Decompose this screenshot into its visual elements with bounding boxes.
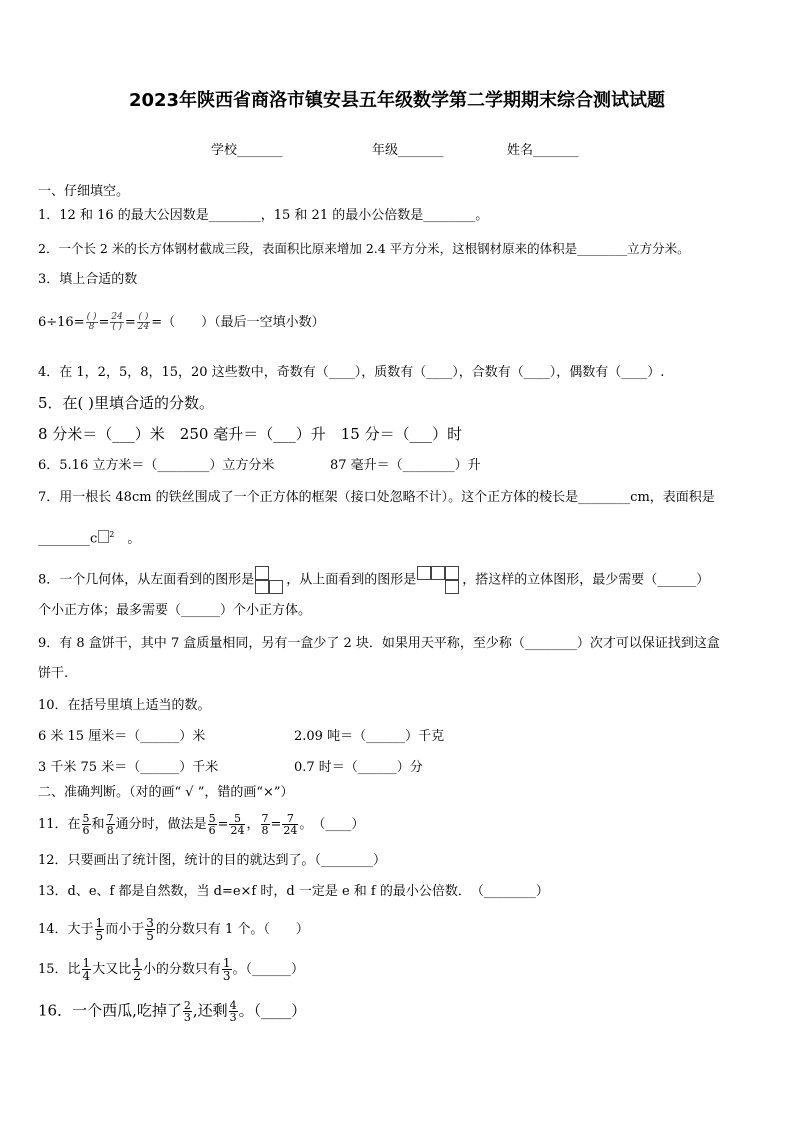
question-10-item-2: 2.09 吨＝（______）千克 [294,729,445,744]
grade-field: 年级_______ [372,143,444,158]
question-14: 14．大于 $\frac{1}{5}$ 而小于 $\frac{3}{5}$ 的分数只有 1 个。（ ） [38,916,309,943]
q3-suffix: =（ ）（最后一空填小数） [151,315,325,330]
question-4: 4．在 1，2，5，8，15，20 这些数中，奇数有（____），质数有（____），合数有（____），偶数有（____）. [38,365,665,380]
question-7-line-2: ________c $^2$ 。 [38,530,141,547]
question-9-line-1: 9．有 8 盒饼干，其中 7 盒质量相同，另有一盒少了 2 块．如果用天平称，至少称（________）次才可以保证找到这盒 [38,636,720,651]
question-10-item-4: 0.7 时＝（______）分 [294,760,423,775]
section-2-heading: 二、准确判断。（对的画“ √ ”，错的画“×”） [38,785,294,800]
question-3-equation: 6÷16= $\frac{( )}{8}$ = $\frac{24}{( )}$ = $\frac{( )}{24}$ =（ ）（最后一空填小数） [38,312,325,332]
question-6-part-b: 87 毫升＝（________）升 [330,458,481,473]
question-8-line-1: 8．一个几何体，从左面看到的图形是 ，从上面看到的图形是 ，搭这样的立体图形，最少需要（______） [38,566,709,594]
name-field: 姓名_______ [507,143,579,158]
question-10-item-3: 3 千米 75 米＝（______）千米 [38,760,219,775]
question-1: 1．12 和 16 的最大公因数是________，15 和 21 的最小公倍数是________。 [38,208,489,223]
question-9-line-2: 饼干. [38,666,69,681]
question-6-part-a: 6．5.16 立方米＝（________）立方分米 [38,458,275,473]
left-view-figure [255,566,285,594]
q3-fraction-3: $\frac{( )}{24}$ [137,312,150,332]
question-5-items: 8 分米＝（___）米 250 毫升＝（___）升 15 分＝（___）时 [38,425,463,443]
question-10-item-1: 6 米 15 厘米＝（______）米 [38,729,206,744]
question-5: 5．在( )里填合适的分数。 [38,394,215,412]
q3-prefix: 6÷16= [38,315,85,330]
question-16: 16．一个西瓜,吃掉了 $\frac{2}{3}$ ,还剩 $\frac{4}{3}$ 。（____） [38,999,307,1024]
question-13: 13．d、e、f 都是自然数，当 d=e×f 时，d 一定是 e 和 f 的最小公倍数． （________） [38,884,549,899]
section-1-heading: 一、仔细填空。 [38,184,130,199]
missing-glyph-box [98,530,109,543]
question-3: 3．填上合适的数 [38,272,138,287]
question-2: 2．一个长 2 米的长方体钢材截成三段，表面积比原来增加 2.4 平方分米，这根钢材原来的体积是________立方分米。 [38,241,690,256]
question-12: 12．只要画出了统计图，统计的目的就达到了。（________） [38,853,387,868]
school-field: 学校_______ [211,143,283,158]
question-8-line-2: 个小正方体；最多需要（______）个小正方体。 [38,603,312,618]
question-7-line-1: 7．用一根长 48cm 的铁丝围成了一个正方体的框架（接口处忽略不计）。这个正方体的棱长是________cm，表面积是 [38,490,715,505]
question-10: 10．在括号里填上适当的数。 [38,698,211,713]
question-11: 11．在 $\frac{5}{6}$ 和 $\frac{7}{8}$ 通分时，做法是 $\frac{5}{6}$ = $\frac{5}{24}$ ， $\frac{7}{8}$ = $\frac{7}{24}$ 。 （____） [38,812,365,837]
q3-fraction-2: $\frac{24}{( )}$ [111,312,123,332]
q3-fraction-1: $\frac{( )}{8}$ [86,312,97,332]
page-title: 2023年陕西省商洛市镇安县五年级数学第二学期期末综合测试试题 [128,90,666,111]
top-view-figure [417,566,461,594]
question-15: 15．比 $\frac{1}{4}$ 大又比 $\frac{1}{2}$ 小的分数只有 $\frac{1}{3}$ 。（______） [38,956,305,983]
